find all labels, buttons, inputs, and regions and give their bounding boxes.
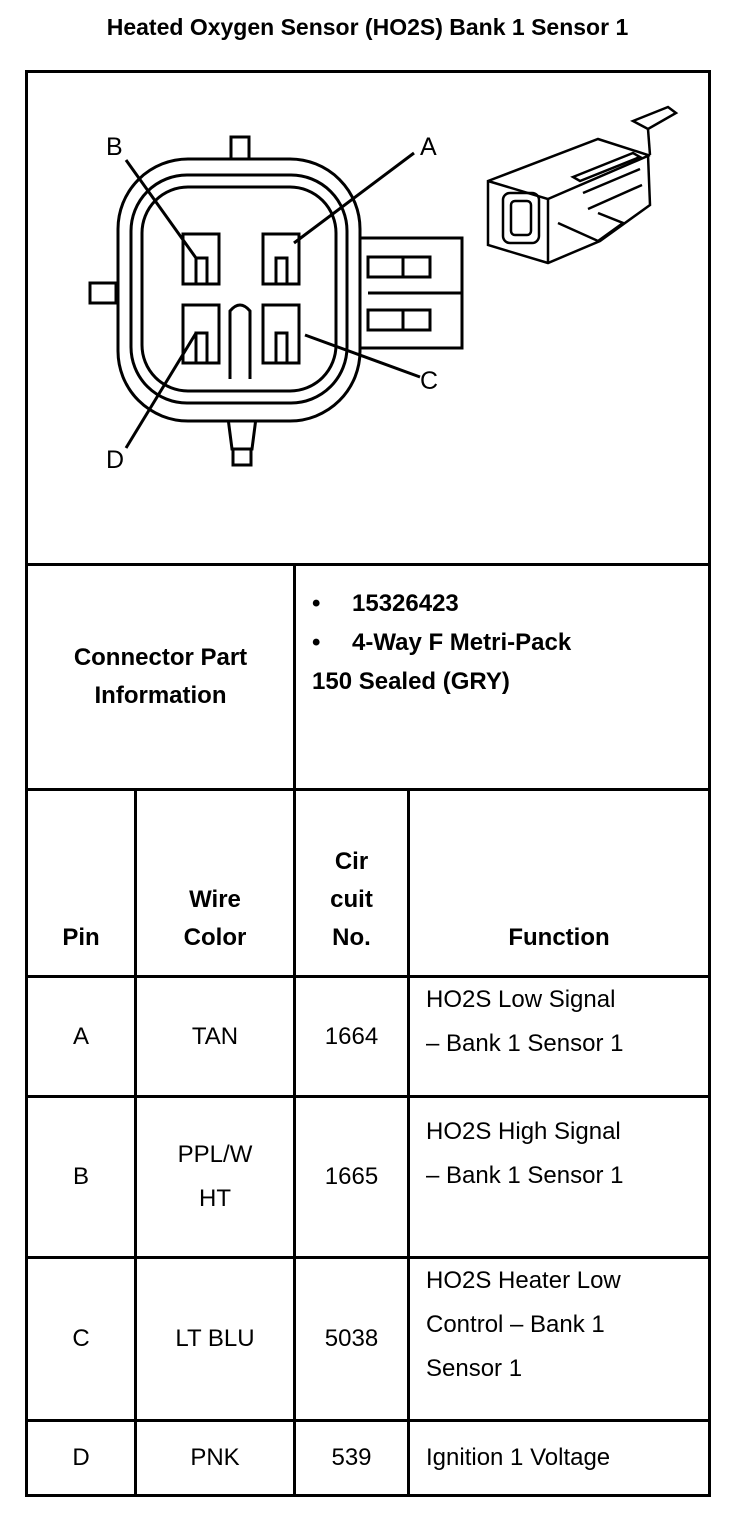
cell-function: Ignition 1 Voltage (426, 1444, 611, 1471)
cell-pin: B (72, 1163, 89, 1190)
cell-wire-color: LT BLU (175, 1325, 255, 1352)
cell-circuit: 5038 (324, 1325, 379, 1352)
cell-circuit: 1665 (324, 1163, 379, 1190)
cell-pin: C (72, 1325, 90, 1352)
cell-pin: A (72, 1022, 89, 1050)
cell-wire-color: PPL/W HT (177, 1141, 253, 1212)
cell-pin: D (72, 1444, 90, 1471)
pin-label-a: A (420, 133, 437, 161)
cell-function: HO2S Low Signal – Bank 1 Sensor 1 (426, 986, 624, 1057)
bullet-continuation: 150 Sealed (GRY) (312, 668, 510, 695)
connector-part-label-line: Connector Part (73, 644, 248, 671)
connector-part-label-line: Information (94, 682, 227, 709)
cell-function: HO2S High Signal – Bank 1 Sensor 1 (426, 1118, 624, 1189)
header-function: Function (508, 924, 610, 951)
connector-part-details (312, 584, 702, 701)
bullet-item: • 15326423 (312, 590, 459, 617)
connector-perspective-illustration (488, 107, 676, 263)
bullet-item: • 4-Way F Metri-Pack (312, 629, 572, 656)
connector-diagram (28, 73, 708, 563)
page-title: Heated Oxygen Sensor (HO2S) Bank 1 Sensor 1 (106, 14, 629, 40)
cell-circuit: 1664 (324, 1022, 379, 1050)
connector-part-label (28, 566, 293, 788)
cell-function: HO2S Heater Low Control – Bank 1 Sensor 1 (426, 1267, 621, 1382)
pin-label-b: B (106, 133, 123, 161)
pin-label-d: D (106, 446, 125, 474)
header-pin: Pin (62, 924, 100, 951)
cell-circuit: 539 (331, 1444, 372, 1471)
pin-label-c: C (420, 367, 439, 395)
cell-wire-color: PNK (190, 1444, 240, 1471)
cell-wire-color: TAN (191, 1022, 239, 1050)
header-wire-color: Wire Color (183, 886, 247, 951)
header-circuit-no: Cir cuit No. (330, 848, 373, 951)
